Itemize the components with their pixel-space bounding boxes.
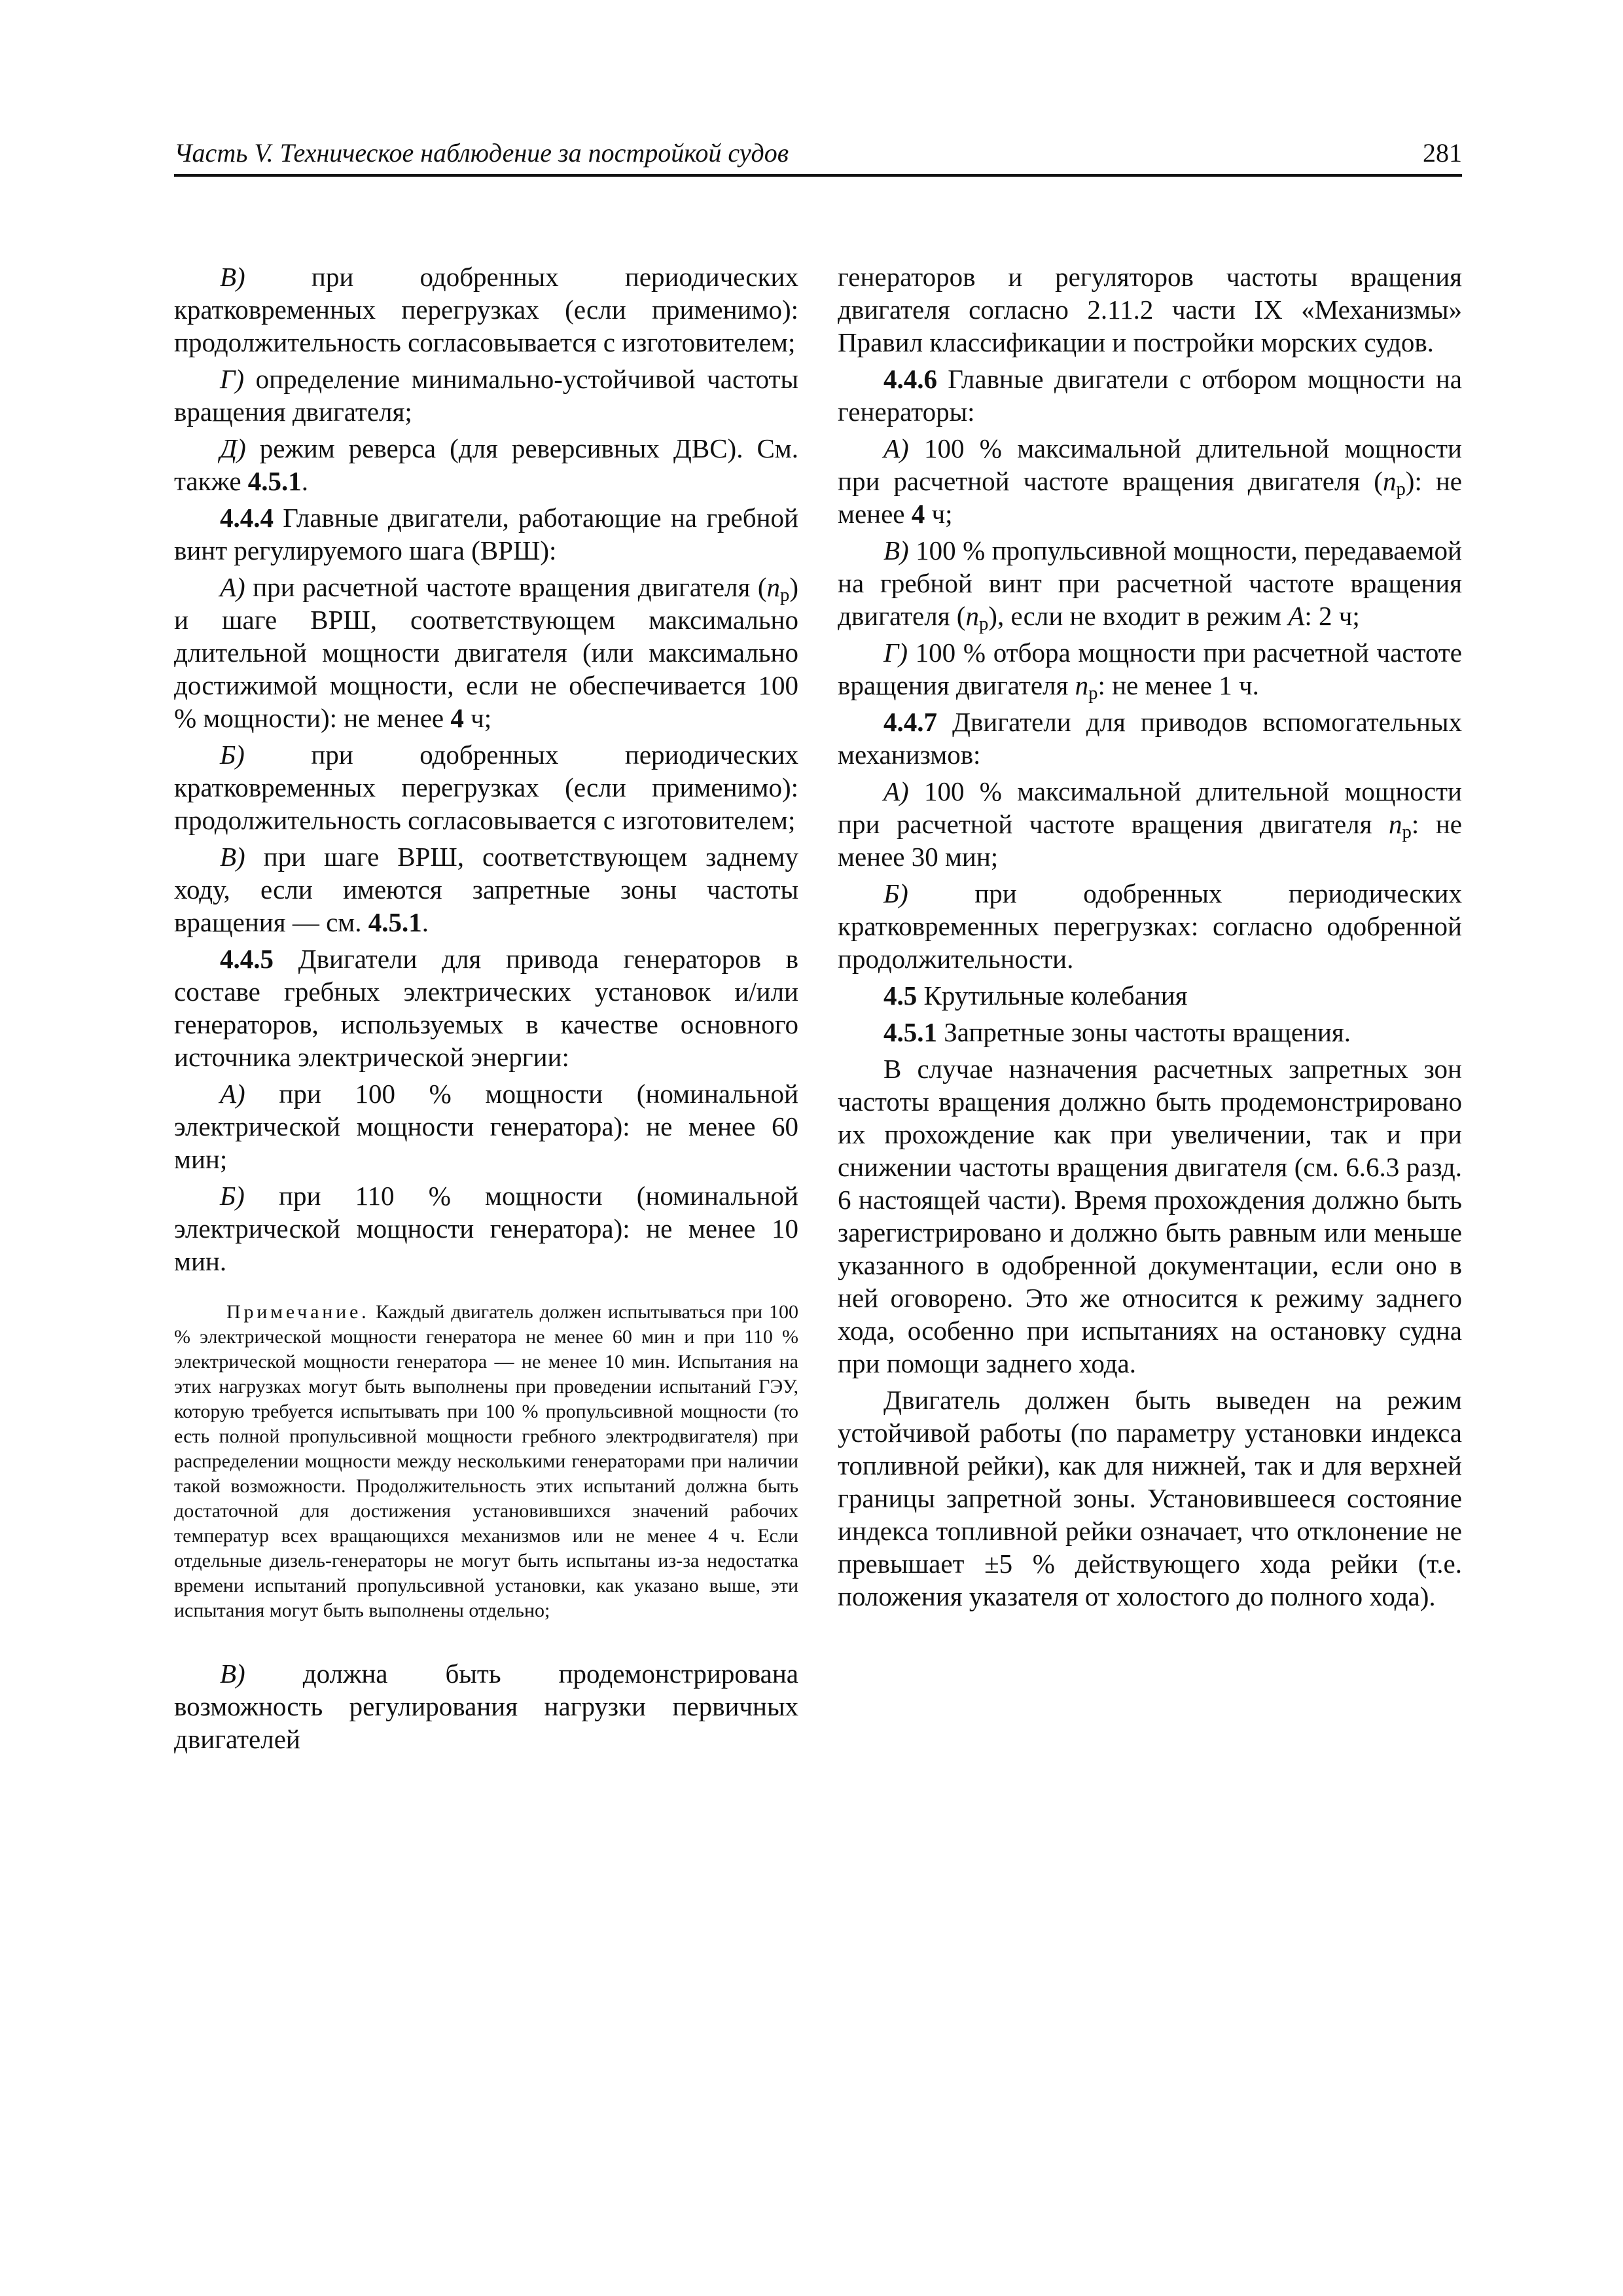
text-run: Двигатели для привода генераторов в составе гребных электрических установок и/или генераторов, используемых в качестве основного источника электрической энергии:: [174, 944, 798, 1072]
paragraph: [838, 363, 1462, 428]
paragraph: [174, 1179, 798, 1278]
text-run: Главные двигатели с отбором мощности на генераторы:: [838, 364, 1462, 427]
bold-run: 4: [450, 703, 464, 733]
text-run: Двигатель должен быть выведен на режим устойчивой работы (по параметру установки индекса топливной рейки), как для нижней, так и для верхней границы запретной зоны. Установившееся состояние индекса топливной рейки означает, что отклонение не превышает ±5 % действующего хода рейки (т.е. положения указателя от холостого до полного хода).: [838, 1385, 1462, 1611]
text-run: 100 % отбора мощности при расчетной частоте вращения двигателя: [838, 637, 1462, 700]
paragraph: [174, 1077, 798, 1175]
text-run: .: [421, 907, 429, 937]
paragraph: [838, 1016, 1462, 1049]
text-run: определение минимально-устойчивой частоты вращения двигателя;: [174, 364, 798, 427]
text-run: .: [301, 466, 309, 496]
text-run: 100 % максимальной длительной мощности при расчетной частоте вращения двигателя: [838, 776, 1462, 839]
text-run: ч;: [463, 703, 492, 733]
text-run: 100 % максимальной длительной мощности при расчетной частоте вращения двигателя (: [838, 433, 1462, 496]
italic-run: В): [220, 1659, 245, 1689]
italic-run: В): [883, 535, 909, 565]
bold-run: 4.5: [883, 980, 918, 1011]
paragraph: [838, 706, 1462, 771]
text-run: : не менее 30 мин;: [838, 809, 1462, 872]
italic-run: А): [220, 1079, 245, 1109]
bold-run: 4.4.7: [883, 707, 937, 737]
paragraph: [174, 1657, 798, 1755]
subscript-run: р: [1396, 478, 1406, 500]
text-run: : не менее 1 ч.: [1097, 670, 1259, 700]
right-paragraphs: [838, 363, 1462, 1613]
bold-run: 4.4.6: [883, 364, 937, 394]
paragraph: [838, 1384, 1462, 1613]
text-run: ): не менее: [838, 466, 1463, 529]
paragraph: [838, 432, 1462, 530]
text-run: Двигатели для приводов вспомогательных механизмов:: [838, 707, 1462, 770]
italic-run: В): [220, 842, 245, 872]
right-continuation: [838, 260, 1462, 359]
text-run: : 2 ч;: [1304, 601, 1360, 631]
paragraph: [174, 363, 798, 428]
bold-run: 4.5.1: [883, 1017, 937, 1047]
spaced-run: Примечание.: [226, 1301, 370, 1323]
italic-run: А): [220, 572, 245, 602]
subscript-run: р: [1402, 821, 1412, 843]
italic-run: n: [965, 601, 979, 631]
paragraph: [838, 877, 1462, 975]
paragraph: [174, 840, 798, 939]
italic-run: Б): [883, 878, 908, 908]
paragraph: [838, 260, 1462, 359]
paragraph: [838, 636, 1462, 702]
running-header: [174, 131, 1462, 177]
text-run: ), если не входит в режим: [988, 601, 1289, 631]
left-paragraphs: [174, 260, 798, 1278]
subscript-run: р: [780, 584, 790, 606]
subscript-run: р: [1088, 683, 1098, 704]
header-title: Часть V. Техническое наблюдение за постройкой судов: [174, 138, 789, 168]
text-run: при одобренных периодических кратковременных перегрузках (если применимо): продолжительность согласовывается с изготовителем;: [174, 262, 798, 357]
text-run: Каждый двигатель должен испытываться при 100 % электрической мощности генератора не менее 60 мин и при 110 % электрической мощности генератора — не менее 10 мин. Испытания на этих нагрузках могут быть выполнены при проведении испытаний ГЭУ, которую требуется испытывать при 100 % пропульсивной мощности (то есть полной пропульсивной мощности гребного электродвигателя) при распределении мощности между несколькими генераторами при наличии такой возможности. Продолжительность этих испытаний должна быть достаточной для достижения установившихся значений рабочих температур всех вращающихся механизмов или не менее 4 ч. Если отдельные дизель-генераторы не могут быть испытаны из-за недостатка времени испытаний пропульсивной установки, как указано выше, эти испытания могут быть выполнены отдельно;: [174, 1301, 798, 1621]
text-run: при 100 % мощности (номинальной электрической мощности генератора): не менее 60 мин;: [174, 1079, 798, 1174]
text-run: режим реверса (для реверсивных ДВС). См. также: [174, 433, 798, 496]
text-run: при расчетной частоте вращения двигателя (: [245, 572, 767, 602]
left-column: [174, 260, 798, 1759]
text-run: Запретные зоны частоты вращения.: [937, 1017, 1351, 1047]
paragraph: [174, 571, 798, 734]
italic-run: n: [766, 572, 780, 602]
paragraph: [174, 738, 798, 836]
italic-run: n: [1382, 466, 1397, 496]
text-run: 100 % пропульсивной мощности, передаваемой на гребной винт при расчетной частоте вращения двигателя (: [838, 535, 1462, 631]
right-column: [838, 260, 1462, 1617]
paragraph: [838, 1052, 1462, 1380]
italic-run: А): [883, 776, 909, 806]
page-number: 281: [1423, 138, 1462, 168]
left-after-note: [174, 1657, 798, 1755]
text-run: при шаге ВРШ, соответствующем заднему ходу, если имеются запретные зоны частоты вращения — см.: [174, 842, 798, 937]
text-run: ) и шаге ВРШ, соответствующем максимально длительной мощности двигателя (или максимально достижимой мощности, если не обеспечивается 100 % мощности): не менее: [174, 572, 798, 733]
italic-run: n: [1075, 670, 1089, 700]
paragraph: [174, 942, 798, 1073]
paragraph: [838, 775, 1462, 873]
bold-run: 4.4.4: [220, 503, 274, 533]
italic-run: Б): [220, 740, 245, 770]
italic-run: Г): [883, 637, 908, 668]
italic-run: Г): [220, 364, 244, 394]
text-run: должна быть продемонстрирована возможность регулирования нагрузки первичных двигателей: [174, 1659, 798, 1754]
text-run: Главные двигатели, работающие на гребной винт регулируемого шага (ВРШ):: [174, 503, 798, 565]
paragraph: [838, 534, 1462, 635]
italic-run: А): [883, 433, 909, 463]
italic-run: А: [1288, 601, 1305, 631]
paragraph: [838, 979, 1462, 1012]
text-run: Крутильные колебания: [917, 980, 1188, 1011]
paragraph: [174, 432, 798, 497]
paragraph: [174, 260, 798, 359]
paragraph: [174, 1300, 798, 1623]
bold-run: 4: [911, 499, 925, 529]
text-run: В случае назначения расчетных запретных зон частоты вращения должно быть продемонстрировано их прохождение как при увеличении, так и при снижении частоты вращения двигателя (см. 6.6.3 разд. 6 настоящей части). Время прохождения должно быть зарегистрировано и должно быть равным или меньше указанного в одобренной документации, если оно в ней оговорено. Это же относится к режиму заднего хода, особенно при испытаниях на остановку судна при помощи заднего хода.: [838, 1054, 1462, 1378]
subscript-run: р: [978, 613, 989, 635]
note-block: [174, 1300, 798, 1623]
paragraph: [174, 501, 798, 567]
italic-run: В): [220, 262, 245, 292]
italic-run: Д): [220, 433, 246, 463]
bold-run: 4.4.5: [220, 944, 274, 974]
italic-run: Б): [220, 1181, 245, 1211]
text-run: при одобренных периодических кратковременных перегрузках (если применимо): продолжительность согласовывается с изготовителем;: [174, 740, 798, 835]
text-run: ч;: [925, 499, 953, 529]
bold-run: 4.5.1: [247, 466, 302, 496]
text-run: при 110 % мощности (номинальной электрической мощности генератора): не менее 10 мин.: [174, 1181, 798, 1276]
bold-run: 4.5.1: [368, 907, 422, 937]
text-run: генераторов и регуляторов частоты вращения двигателя согласно 2.11.2 части IX «Механизмы» Правил классификации и постройки морских судов.: [838, 262, 1462, 357]
text-run: при одобренных периодических кратковременных перегрузках: согласно одобренной продолжительности.: [838, 878, 1462, 974]
italic-run: n: [1389, 809, 1402, 839]
